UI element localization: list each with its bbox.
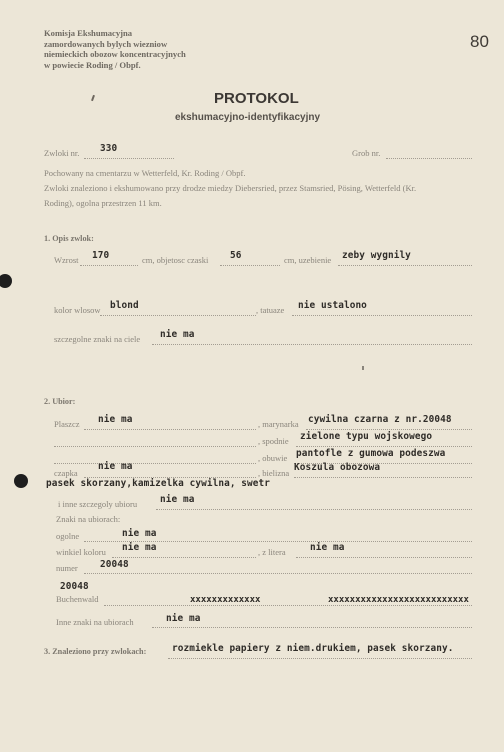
general-marks-value: nie ma bbox=[122, 528, 157, 539]
crossed-out-text-2: xxxxxxxxxxxxxxxxxxxxxxxxxx bbox=[328, 595, 469, 605]
number-value: 20048 bbox=[100, 559, 129, 570]
clothing-marks-heading: Znaki na ubiorach: bbox=[56, 514, 121, 524]
cap-label: czapka bbox=[54, 468, 78, 478]
remains-dotline bbox=[84, 158, 174, 159]
punch-hole-top bbox=[0, 274, 12, 288]
height-value: 170 bbox=[92, 250, 110, 261]
skull-value: 56 bbox=[230, 250, 242, 261]
jacket-dotline bbox=[306, 429, 472, 430]
jacket-label: , marynarka bbox=[258, 419, 299, 429]
section-3-heading: 3. Znaleziono przy zwlokach: bbox=[44, 647, 147, 656]
tattoo-value: nie ustalono bbox=[298, 300, 367, 311]
letter-value: nie ma bbox=[310, 542, 345, 553]
general-marks-label: ogolne bbox=[56, 531, 80, 541]
document-title: PROTOKOL bbox=[214, 90, 299, 107]
hair-value: blond bbox=[110, 300, 139, 311]
institution-header bbox=[44, 28, 186, 70]
body-marks-label: szczegolne znaki na ciele bbox=[54, 334, 141, 344]
trousers-value: zielone typu wojskowego bbox=[300, 431, 433, 442]
letter-label: , z litera bbox=[258, 547, 286, 557]
skull-dotline bbox=[220, 265, 280, 266]
jacket-value: cywilna czarna z nr.20048 bbox=[308, 414, 452, 425]
remains-label: Zwloki nr. bbox=[44, 148, 80, 158]
cap-value: nie ma bbox=[98, 461, 133, 472]
section-1-heading: 1. Opis zwlok: bbox=[44, 234, 94, 243]
buchenwald-number: 20048 bbox=[60, 581, 89, 592]
underwear-label: , bielizna bbox=[258, 468, 290, 478]
punch-hole-bottom bbox=[14, 474, 28, 488]
skull-unit: cm, uzebienie bbox=[284, 255, 332, 265]
grave-label: Grob nr. bbox=[352, 148, 381, 158]
height-label: Wzrost bbox=[54, 255, 79, 265]
trousers-dotline bbox=[296, 446, 472, 447]
shoes-value: pantofle z gumowa podeszwa bbox=[296, 448, 446, 459]
extra-clothing-value: pasek skorzany,kamizelka cywilna, swetr bbox=[46, 478, 271, 489]
angle-color-label: winkiel koloru bbox=[56, 547, 106, 557]
found-items-value: rozmiekle papiery z niem.drukiem, pasek skorzany. bbox=[172, 643, 454, 654]
body-marks-dotline bbox=[152, 344, 472, 345]
shoes-blank-dotline bbox=[54, 463, 256, 464]
section-2-heading: 2. Ubior: bbox=[44, 397, 76, 406]
grave-dotline bbox=[386, 158, 472, 159]
number-label: numer bbox=[56, 563, 78, 573]
coat-dotline bbox=[84, 429, 256, 430]
coat-value: nie ma bbox=[98, 414, 133, 425]
found-text-2: Roding), ogolna przestrzen 11 km. bbox=[44, 198, 162, 208]
remains-number: 330 bbox=[100, 143, 118, 154]
pen-mark bbox=[91, 95, 95, 101]
other-details-dotline bbox=[156, 509, 472, 510]
body-marks-value: nie ma bbox=[160, 329, 195, 340]
height-unit: cm, objetosc czaski bbox=[142, 255, 209, 265]
trousers-blank-dotline bbox=[54, 446, 256, 447]
found-text-1: Zwloki znaleziono i ekshumowano przy drodze miedzy Diebersried, przez Stamsried, Pösing, Wetterfeld (Kr. bbox=[44, 183, 417, 193]
institution-line-3: niemieckich obozow koncentracyjnych bbox=[44, 49, 186, 59]
institution-line-4: w powiecie Roding / Obpf. bbox=[44, 59, 141, 70]
burial-text: Pochowany na cmentarzu w Wetterfeld, Kr. Roding / Obpf. bbox=[44, 168, 246, 178]
document-subtitle: ekshumacyjno-identyfikacyjny bbox=[175, 112, 321, 123]
hair-dotline bbox=[100, 315, 256, 316]
trousers-label: , spodnie bbox=[258, 436, 289, 446]
page-number: 80 bbox=[470, 32, 489, 51]
number-dotline bbox=[84, 573, 472, 574]
crossed-out-text-1: xxxxxxxxxxxxx bbox=[190, 595, 261, 605]
other-details-value: nie ma bbox=[160, 494, 195, 505]
institution-line-1: Komisja Ekshumacyjna bbox=[44, 28, 133, 38]
letter-dotline bbox=[296, 557, 472, 558]
underwear-dotline bbox=[294, 477, 472, 478]
other-marks-label: Inne znaki na ubiorach bbox=[56, 617, 134, 627]
other-marks-dotline bbox=[152, 627, 472, 628]
coat-label: Plaszcz bbox=[54, 419, 80, 429]
shoes-label: , obuwie bbox=[258, 453, 288, 463]
buchenwald-label: Buchenwald bbox=[56, 594, 99, 604]
teeth-value: zeby wygnily bbox=[342, 250, 411, 261]
buchenwald-dotline bbox=[104, 605, 472, 606]
teeth-dotline bbox=[338, 265, 472, 266]
hair-label: kolor wlosow bbox=[54, 305, 101, 315]
angle-color-value: nie ma bbox=[122, 542, 157, 553]
tattoo-label: , tatuaze bbox=[256, 305, 285, 315]
height-dotline bbox=[80, 265, 138, 266]
tattoo-dotline bbox=[292, 315, 472, 316]
angle-color-dotline bbox=[112, 557, 256, 558]
underwear-value: Koszula obozowa bbox=[294, 462, 381, 473]
pen-mark-2 bbox=[362, 366, 364, 370]
institution-line-2: zamordowanych bylych wiezniow bbox=[44, 38, 168, 49]
other-details-label: i inne szczegoly ubioru bbox=[58, 499, 138, 509]
found-items-dotline bbox=[168, 658, 472, 659]
other-marks-value: nie ma bbox=[166, 613, 201, 624]
